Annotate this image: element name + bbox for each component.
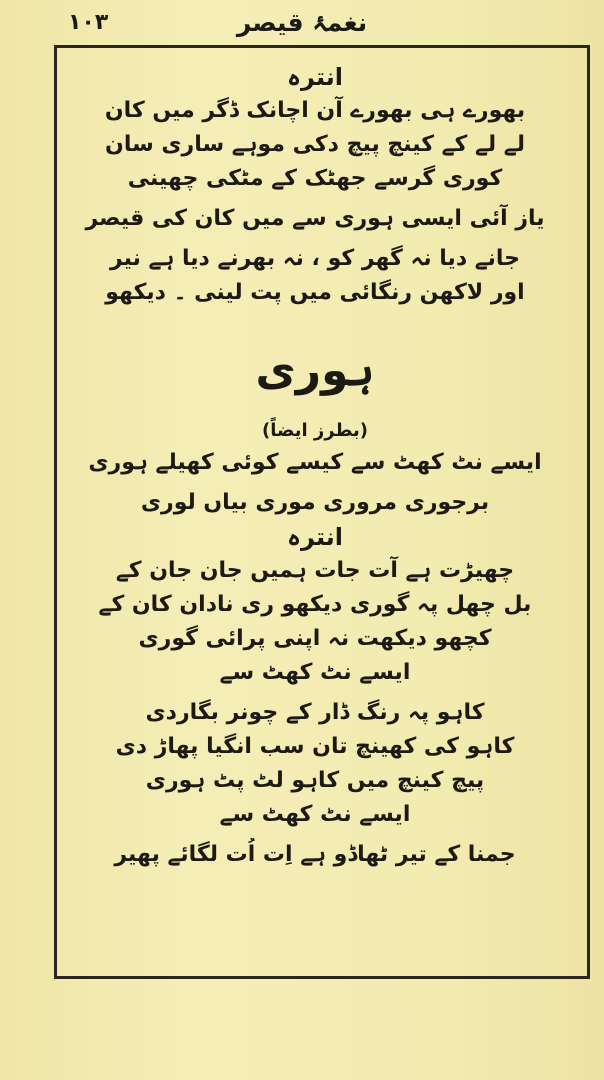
page-header <box>0 6 604 40</box>
verse-line: کچھو دیکھت نہ اپنی پرائی گوری <box>138 626 492 651</box>
verse-line: لے لے کے کینچ پیچ دکی موہے ساری سان <box>105 132 525 157</box>
running-title: نغمۂ قیصر <box>236 8 368 37</box>
refrain-line: برجوری مروری موری بیاں لوری <box>140 490 490 515</box>
verse-line: بھورے ہی بھورے آن اچانک ڈگر میں کان <box>104 98 526 123</box>
page-number: ۱۰۳ <box>68 10 109 35</box>
verse-line: چھیڑت ہے آت جات ہمیں جان جان کے <box>115 558 515 583</box>
verse-line: پیچ کینچ میں کاہو لٹ پٹ ہوری <box>145 768 485 793</box>
poem-text-block <box>60 60 570 872</box>
verse-line: اور لاکھن رنگائی میں پت لینی ۔ دیکھو <box>105 280 525 305</box>
verse-line: بل چھل پہ گوری دیکھو ری نادان کان کے <box>98 592 532 617</box>
verse-line: کاہو پہ رنگ ڈار کے چونر بگاردی <box>145 700 485 725</box>
verse-line: کاہو کی کھینچ تان سب انگیا پھاڑ دی <box>115 734 515 759</box>
verse-line: جانے دیا نہ گھر کو ، نہ بھرنے دیا ہے نیر <box>109 246 521 271</box>
verse-line: یاز آئی ایسی ہوری سے میں کان کی قیصر <box>85 206 545 231</box>
song-title: ہوری <box>255 345 375 396</box>
verse-line: کوری گرسے جھٹک کے مٹکی چھینی <box>127 166 503 191</box>
verse-line: جمنا کے تیر ٹھاڈو ہے اِت اُت لگائے پھیر <box>114 842 516 867</box>
song-subtitle: (بطرز ایضاً) <box>262 420 368 441</box>
refrain-repeat: ایسے نٹ کھٹ سے <box>219 660 411 685</box>
refrain-line: ایسے نٹ کھٹ سے کیسے کوئی کھیلے ہوری <box>88 450 542 475</box>
refrain-repeat: ایسے نٹ کھٹ سے <box>219 802 411 827</box>
section-heading-antara: انترہ <box>286 63 344 91</box>
section-heading-antara: انترہ <box>286 523 344 551</box>
